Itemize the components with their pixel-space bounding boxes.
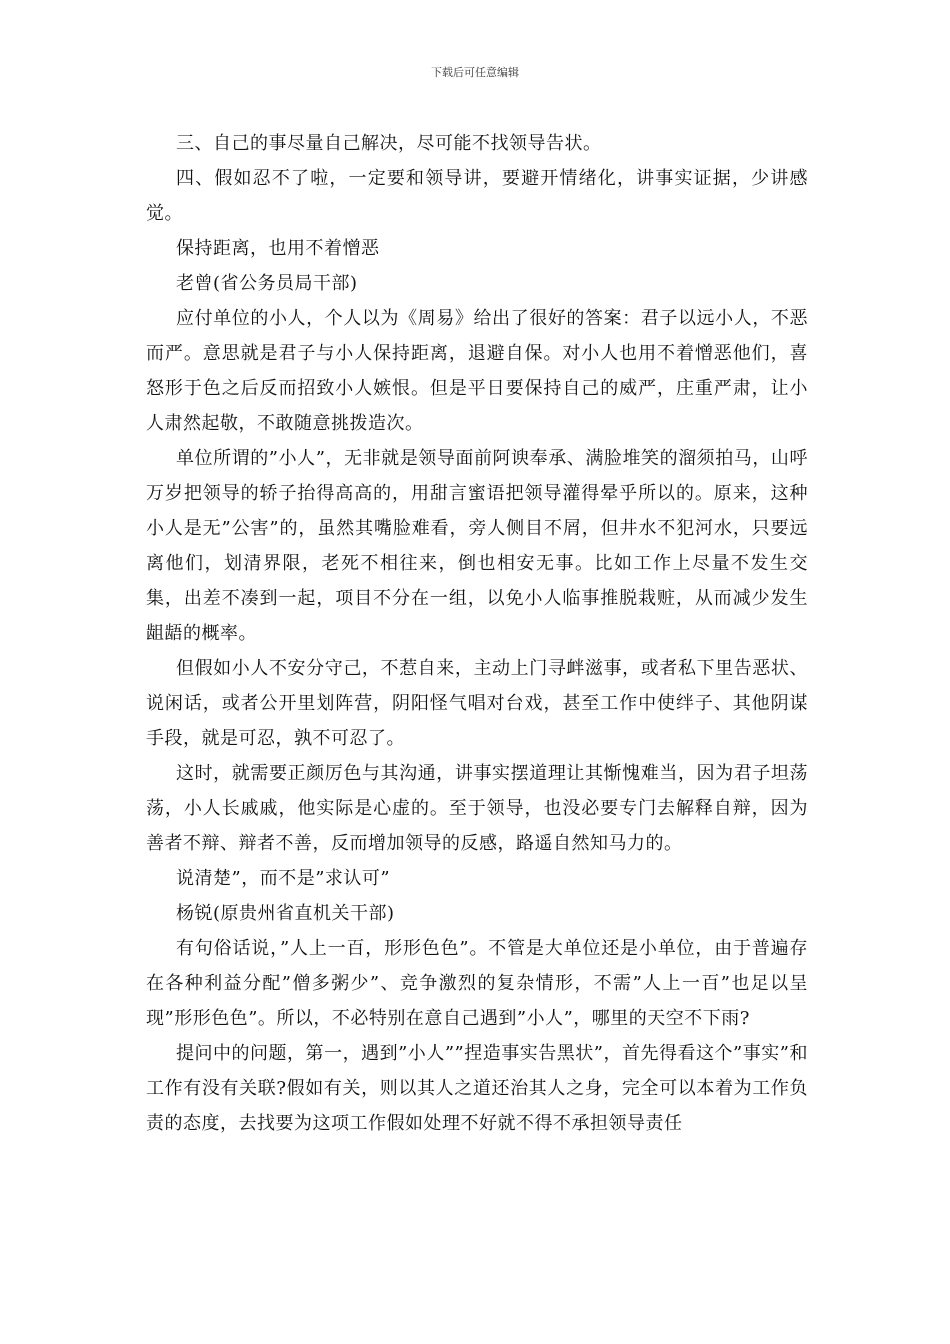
page-header: 下载后可任意编辑 (431, 66, 519, 79)
paragraph-7: 有句俗话说，”人上一百，形形色色”。不管是大单位还是小单位，由于普遍存在各种利益分配”僧多粥少”、竞争激烈的复杂情形，不需”人上一百”也足以呈现”形形色色”。所以，不必特别在意自己遇到”小人”，哪里的天空不下雨? (146, 938, 808, 1029)
section-heading-1: 保持距离，也用不着憎恶 (176, 238, 380, 259)
document-body (146, 126, 808, 1141)
paragraph-5: 但假如小人不安分守己，不惹自来，主动上门寻衅滋事，或者私下里告恶状、说闲话，或者公开里划阵营，阴阳怪气唱对台戏，甚至工作中使绊子、其他阴谋手段，就是可忍，孰不可忍了。 (146, 658, 808, 749)
author-line-2: 杨锐(原贵州省直机关干部) (176, 903, 395, 924)
paragraph-6: 这时，就需要正颜厉色与其沟通，讲事实摆道理让其惭愧难当，因为君子坦荡荡，小人长戚戚，他实际是心虚的。至于领导，也没必要专门去解释自辩，因为善者不辩、辩者不善，反而增加领导的反感，路遥自然知马力的。 (146, 763, 808, 854)
paragraph-2: 四、假如忍不了啦，一定要和领导讲，要避开情绪化，讲事实证据，少讲感觉。 (146, 168, 808, 224)
paragraph-8: 提问中的问题，第一，遇到”小人””捏造事实告黑状”，首先得看这个”事实”和工作有没有关联?假如有关，则以其人之道还治其人之身，完全可以本着为工作负责的态度，去找要为这项工作假如处理不好就不得不承担领导责任 (146, 1043, 808, 1134)
paragraph-3: 应付单位的小人，个人以为《周易》给出了很好的答案：君子以远小人，不恶而严。意思就是君子与小人保持距离，退避自保。对小人也用不着憎恶他们，喜怒形于色之后反而招致小人嫉恨。但是平日要保持自己的威严，庄重严肃，让小人肃然起敬，不敢随意挑拨造次。 (146, 308, 808, 434)
paragraph-4: 单位所谓的”小人”，无非就是领导面前阿谀奉承、满脸堆笑的溜须拍马，山呼万岁把领导的轿子抬得高高的，用甜言蜜语把领导灌得晕乎所以的。原来，这种小人是无”公害”的，虽然其嘴脸难看，旁人侧目不屑，但井水不犯河水，只要远离他们，划清界限，老死不相往来，倒也相安无事。比如工作上尽量不发生交集，出差不凑到一起，项目不分在一组，以免小人临事推脱栽赃，从而减少发生龃龉的概率。 (146, 448, 808, 644)
paragraph-1: 三、自己的事尽量自己解决，尽可能不找领导告状。 (176, 133, 602, 154)
section-heading-2: 说清楚”，而不是”求认可” (176, 868, 391, 889)
author-line-1: 老曾(省公务员局干部) (176, 273, 358, 294)
